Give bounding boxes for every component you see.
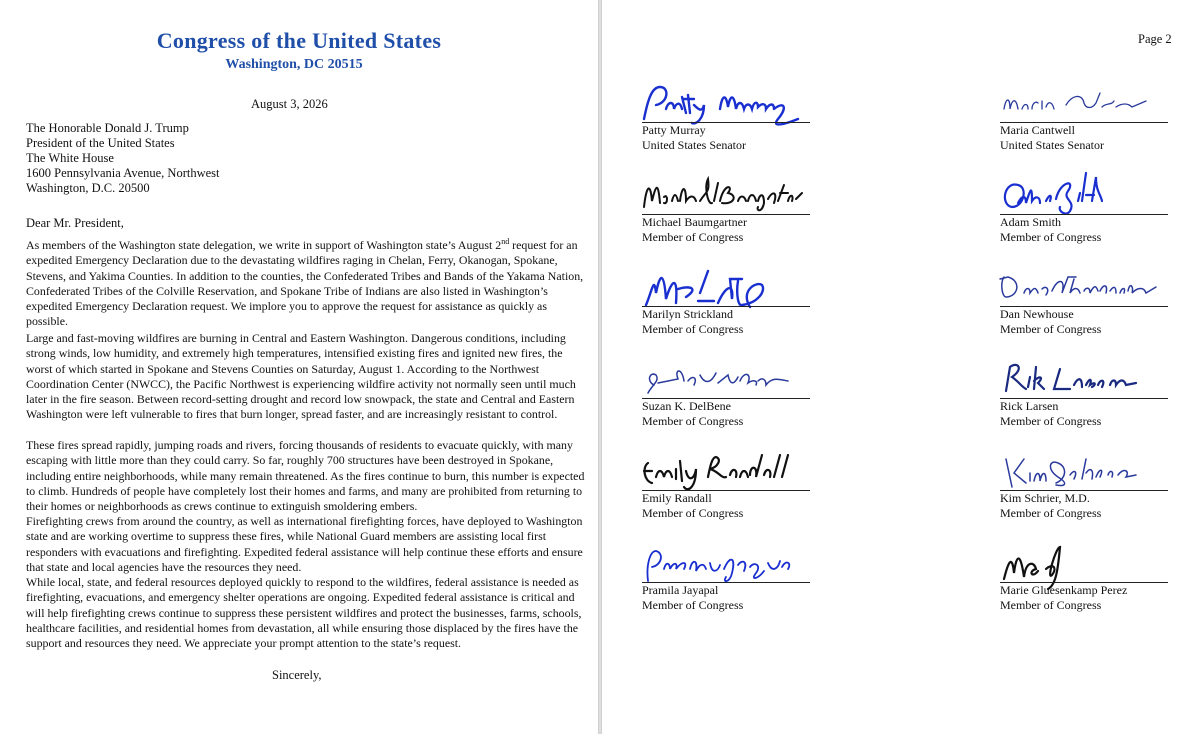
signature-stroke xyxy=(648,371,788,393)
body-paragraph-5: While local, state, and federal resources deployed quickly to respond to the wildfires, federal assistance is needed as firefighting, evacuations, and emergency shelter operations are ongoing. Expedited federal assistance is critical and will help firefighting crews continue to suppress these persistent wildfires and protect the businesses, farms, schools, healthcare facilities, and residential homes from devastation, all while ensuring those displaced by the fires have the support and resources they need. We appreciate your prompt attention to the state’s request. xyxy=(26,575,582,651)
letter-date: August 3, 2026 xyxy=(251,97,328,111)
signature-stroke xyxy=(644,87,798,124)
signatory-title: Member of Congress xyxy=(1000,322,1102,336)
body-paragraph-1 xyxy=(26,238,586,330)
signatory-name: Marie Gluesenkamp Perez xyxy=(1000,583,1128,597)
signature-stroke xyxy=(1000,277,1156,297)
signature-block xyxy=(642,275,842,337)
signatory-name: Patty Murray xyxy=(642,123,706,137)
signatory-name: Suzan K. DelBene xyxy=(642,399,731,413)
letter-page-1 xyxy=(0,0,598,734)
signature-block xyxy=(1000,367,1200,429)
signature-block xyxy=(642,367,842,429)
signatory-name: Rick Larsen xyxy=(1000,399,1059,413)
signature-block xyxy=(1000,275,1200,337)
body-paragraph-2: Large and fast-moving wildfires are burning in Central and Eastern Washington. Dangerous conditions, including strong winds, low humidity, and extremely high temperatures, intensified existing fires and ignited new fires, the worst of which started in Spokane and Stevens Counties on Saturday, August 1. According to the Northwest Coordination Center (NWCC), the Pacific Northwest is experiencing wildfire activity not normally seen until much later in the fire season. Between record-setting drought and record low snowpack, the state and Central and Eastern Washington were left vulnerable to fires that burn longer, spread faster, and are increasingly resistant to control. xyxy=(26,331,576,422)
body-paragraph-3: These fires spread rapidly, jumping roads and rivers, forcing thousands of residents to evacuate quickly, with many escaping with little more than they could carry. So far, roughly 700 structures have been destroyed in Spokane, including entire neighborhoods, while many remain threatened. As the fires continue to burn, this number is expected to climb. Hundreds of people have completely lost their homes and farms, and many are prohibited from returning to their homes or neighborhoods as crews continue to extinguish smoldering embers. xyxy=(26,438,585,514)
signature-block xyxy=(642,551,842,613)
signatory-title: United States Senator xyxy=(1000,138,1104,152)
letter-page-2 xyxy=(602,0,1200,734)
body-paragraph-4: Firefighting crews from around the country, as well as international firefighting forces, have deployed to Washington state and are working overtime to suppress these fires, while National Guard members are assisting local first responders with evacuations and firefighting. Expedited federal assistance will help continue these efforts and ensure that state and local agencies have the resources they need. xyxy=(26,514,583,574)
signature-block xyxy=(642,91,842,153)
address-line: Washington, D.C. 20500 xyxy=(26,181,150,195)
signature-stroke xyxy=(646,271,763,307)
signatory-name: Marilyn Strickland xyxy=(642,307,733,321)
letterhead-subtitle: Washington, DC 20515 xyxy=(225,57,363,72)
salutation: Dear Mr. President, xyxy=(26,216,124,230)
signatory-title: Member of Congress xyxy=(642,506,744,520)
signatory-name: Michael Baumgartner xyxy=(642,215,747,229)
signature-block xyxy=(642,183,842,245)
closing: Sincerely, xyxy=(272,668,322,682)
signatory-name: Maria Cantwell xyxy=(1000,123,1075,137)
signatory-name: Emily Randall xyxy=(642,491,712,505)
signatory-title: Member of Congress xyxy=(1000,506,1102,520)
address-line: The White House xyxy=(26,151,114,165)
signature-block xyxy=(1000,551,1200,613)
signatory-title: Member of Congress xyxy=(642,322,744,336)
signatory-title: Member of Congress xyxy=(642,414,744,428)
address-line: President of the United States xyxy=(26,136,175,150)
signature-stroke xyxy=(1005,173,1102,214)
signatory-name: Dan Newhouse xyxy=(1000,307,1074,321)
signature-stroke xyxy=(1004,93,1146,109)
signatory-title: Member of Congress xyxy=(642,230,744,244)
superscript: nd xyxy=(501,237,510,246)
signatory-title: Member of Congress xyxy=(1000,414,1102,428)
paragraph-text: As members of the Washington state delegation, we write in support of Washington state’s August 2 xyxy=(26,238,502,252)
signature-stroke xyxy=(644,179,802,210)
signatory-title: United States Senator xyxy=(642,138,746,152)
recipient-address xyxy=(26,121,220,196)
signature-block xyxy=(642,459,842,521)
signature-stroke xyxy=(1006,365,1136,391)
signatory-name: Pramila Jayapal xyxy=(642,583,719,597)
signatory-title: Member of Congress xyxy=(642,598,744,612)
signature-block xyxy=(1000,459,1200,521)
signature-block xyxy=(1000,183,1200,245)
address-line: The Honorable Donald J. Trump xyxy=(26,121,189,135)
signatory-title: Member of Congress xyxy=(1000,598,1102,612)
paragraph-text: request for an expedited Emergency Declaration due to the devastating wildfires raging in Chelan, Ferry, Okanogan, Spokane, Stevens, and Yakima Counties. In addition to the counties, the Confederated Tribes and Bands of the Yakama Nation, Confederated Tribes of the Colville Reservation, and Spokane Tribe of Indians are also listed in Washington’s expedited Emergency Declaration request. We implore you to approve the request for assistance as quickly as possible. xyxy=(26,238,584,329)
address-line: 1600 Pennsylvania Avenue, Northwest xyxy=(26,166,220,180)
page-number: Page 2 xyxy=(1138,32,1172,46)
signatory-name: Adam Smith xyxy=(1000,215,1062,229)
signatory-title: Member of Congress xyxy=(1000,230,1102,244)
signature-stroke xyxy=(644,455,788,489)
signatory-name: Kim Schrier, M.D. xyxy=(1000,491,1090,505)
signature-stroke xyxy=(647,551,789,581)
letterhead-title: Congress of the United States xyxy=(156,28,442,53)
signature-block xyxy=(1000,91,1200,153)
signature-stroke xyxy=(1006,459,1136,487)
